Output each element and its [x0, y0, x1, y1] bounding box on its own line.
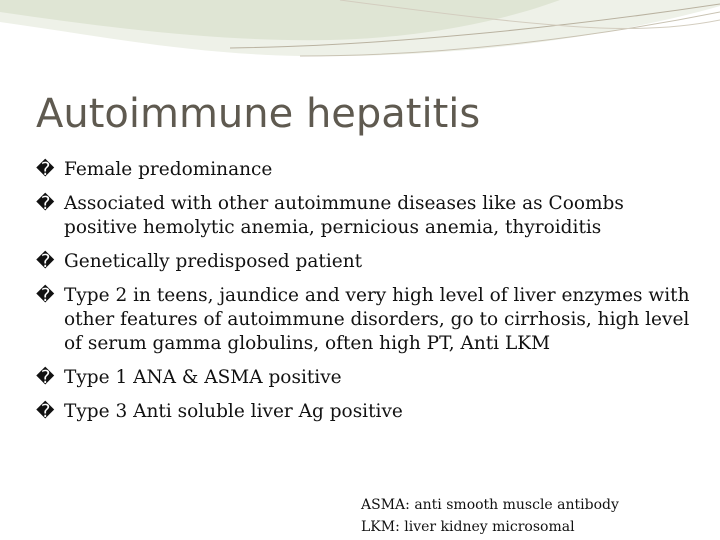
bullet-text: Female predominance [64, 159, 273, 180]
bullet-list [36, 158, 696, 434]
bullet-marker-icon: � [36, 401, 55, 422]
bullet-item [36, 192, 696, 240]
slide-title: Autoimmune hepatitis [36, 91, 481, 137]
bullet-marker-icon: � [36, 285, 55, 306]
footnote-asma: ASMA: anti smooth muscle antibody [361, 497, 619, 513]
bullet-text: Type 2 in teens, jaundice and very high level of liver enzymes with other features of autoimmune disorders, go to cirrhosis, high level of serum gamma globulins, often high PT, Anti LKM [64, 285, 690, 354]
bullet-item [36, 400, 696, 424]
header-decoration [0, 0, 720, 80]
footnotes [361, 494, 619, 538]
bullet-item [36, 250, 696, 274]
bullet-marker-icon: � [36, 159, 55, 180]
bullet-text: Genetically predisposed patient [64, 251, 363, 272]
bullet-text: Type 1 ANA & ASMA positive [64, 367, 342, 388]
bullet-item [36, 158, 696, 182]
bullet-text: Associated with other autoimmune diseases like as Coombs positive hemolytic anemia, pernicious anemia, thyroiditis [64, 193, 624, 238]
bullet-marker-icon: � [36, 193, 55, 214]
bullet-text: Type 3 Anti soluble liver Ag positive [64, 401, 403, 422]
bullet-item [36, 366, 696, 390]
bullet-marker-icon: � [36, 367, 55, 388]
bullet-marker-icon: � [36, 251, 55, 272]
footnote-lkm: LKM: liver kidney microsomal [361, 519, 575, 535]
bullet-item [36, 284, 696, 356]
